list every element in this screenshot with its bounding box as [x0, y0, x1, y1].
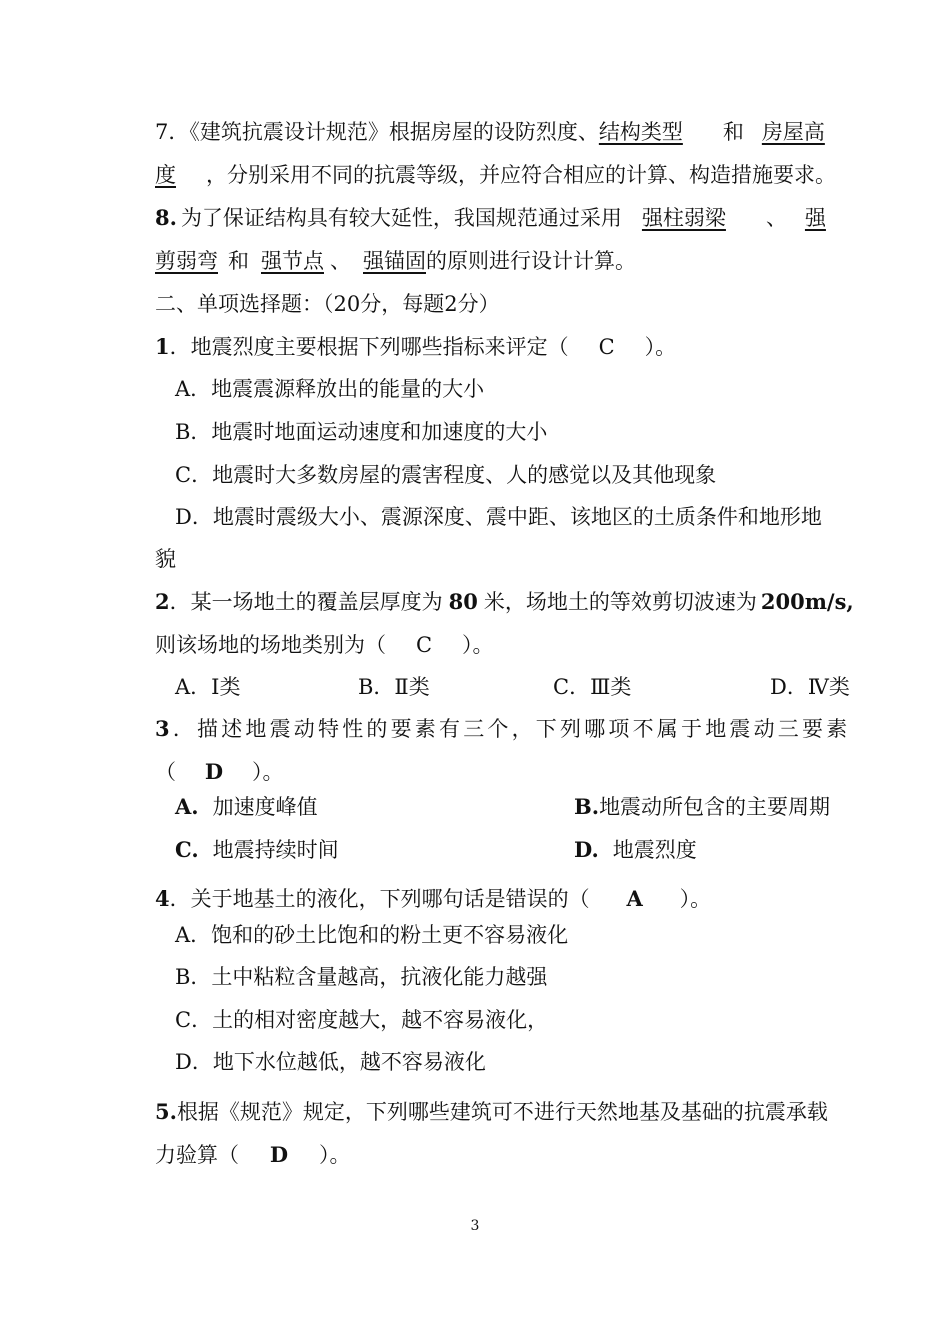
- question-text: 7．《建筑抗震设计规范》根据房屋的设防烈度、: [155, 120, 599, 144]
- choice-question-2-cont: 则该场地的场地类别为（ C ）。: [155, 630, 855, 660]
- question-text: 根据《规范》规定，下列哪些建筑可不进行天然地基及基础的抗震承载: [176, 1100, 828, 1124]
- answer-blank: 度: [155, 163, 176, 187]
- choice-question-2: [155, 587, 855, 617]
- question-text: ．描述地震动特性的要素有三个，下列哪项不属于地震动三要素: [172, 717, 851, 741]
- answer-blank: 剪弱弯: [155, 249, 218, 273]
- answer-blank: 强节点: [261, 249, 324, 273]
- choice-question-3: [155, 714, 855, 744]
- option-b: B．土中粘粒含量越高，抗液化能力越强: [175, 965, 548, 989]
- option-d-continued: 貌: [155, 547, 176, 571]
- question-text: 力验算（: [155, 1143, 239, 1167]
- question-text: ，分别采用不同的抗震等级，并应符合相应的计算、构造措施要求。: [206, 163, 836, 187]
- option-a: A. 加速度峰值: [175, 794, 318, 819]
- question-number: 3: [155, 716, 173, 741]
- option-d: D．地下水位越低，越不容易液化: [175, 1050, 486, 1074]
- option-c: C．地震时大多数房屋的震害程度、人的感觉以及其他现象: [175, 463, 717, 487]
- fill-question-8-cont: 剪弱弯 和 强节点 、 强锚固的原则进行设计计算。: [155, 249, 636, 273]
- choice-question-3-cont: （ D ）。: [155, 757, 855, 787]
- option-b: B．地震时地面运动速度和加速度的大小: [175, 420, 548, 444]
- question-number: 8.: [155, 205, 177, 230]
- answer-blank: 强: [804, 206, 826, 230]
- value: 200m/s,: [760, 589, 854, 614]
- choice-question-1: 1．地震烈度主要根据下列哪些指标来评定（ C ）。: [155, 332, 855, 362]
- option-d: D．Ⅳ类: [770, 675, 850, 699]
- question-text: ．关于地基土的液化，下列哪句话是错误的（: [169, 887, 590, 911]
- option-c: C．Ⅲ类: [553, 675, 632, 699]
- fill-question-7-cont: [155, 160, 855, 190]
- question-text: 为了保证结构具有较大延性，我国规范通过采用: [180, 206, 622, 230]
- page-number: 3: [470, 1218, 480, 1234]
- question-text: 的原则进行设计计算。: [426, 249, 636, 273]
- question-number: 4: [155, 886, 170, 911]
- answer-letter: A: [626, 886, 643, 911]
- answer-letter: C: [415, 633, 433, 657]
- question-text: ．地震烈度主要根据下列哪些指标来评定（: [169, 335, 569, 359]
- answer-blank: 强锚固: [363, 249, 426, 273]
- question-text: ．某一场地土的覆盖层厚度为: [169, 590, 443, 614]
- question-number: 2: [155, 589, 170, 614]
- choice-question-5-cont: 力验算（ D ）。: [155, 1140, 855, 1170]
- option-c: C. 地震持续时间: [175, 837, 339, 862]
- option-d: D. 地震烈度: [574, 837, 697, 862]
- question-text: 则该场地的场地类别为（: [155, 633, 386, 657]
- option-a: A．Ⅰ类: [175, 675, 241, 699]
- fill-question-8: 8. 为了保证结构具有较大延性，我国规范通过采用 强柱弱梁 、 强: [155, 205, 826, 230]
- answer-blank: 结构类型: [598, 120, 683, 144]
- choice-question-4: 4．关于地基土的液化，下列哪句话是错误的（ A ）。: [155, 884, 855, 914]
- option-a: A．饱和的砂土比饱和的粉土更不容易液化: [175, 923, 569, 947]
- section-title: 二、单项选择题：（20分，每题2分）: [155, 292, 500, 316]
- question-text: 和: [722, 120, 744, 144]
- option-b: B．Ⅱ类: [358, 675, 430, 699]
- answer-letter: D: [204, 759, 224, 784]
- option-c: C．土的相对密度越大，越不容易液化，: [175, 1008, 549, 1032]
- fill-question-7: [155, 117, 855, 147]
- answer-blank: 强柱弱梁: [641, 206, 726, 230]
- value: 80: [448, 589, 478, 614]
- choice-question-5: [155, 1097, 855, 1127]
- option-d: D．地震时震级大小、震源深度、震中距、该地区的土质条件和地形地: [175, 505, 822, 529]
- option-a: A．地震震源释放出的能量的大小: [175, 377, 485, 401]
- answer-letter: C: [598, 335, 615, 359]
- option-b: B.地震动所包含的主要周期: [574, 794, 831, 819]
- answer-letter: D: [269, 1142, 289, 1167]
- question-number: 5.: [155, 1099, 177, 1124]
- question-text: 米，场地土的等效剪切波速为: [483, 590, 757, 614]
- question-number: 1: [155, 334, 170, 359]
- answer-blank: 房屋高: [761, 120, 825, 144]
